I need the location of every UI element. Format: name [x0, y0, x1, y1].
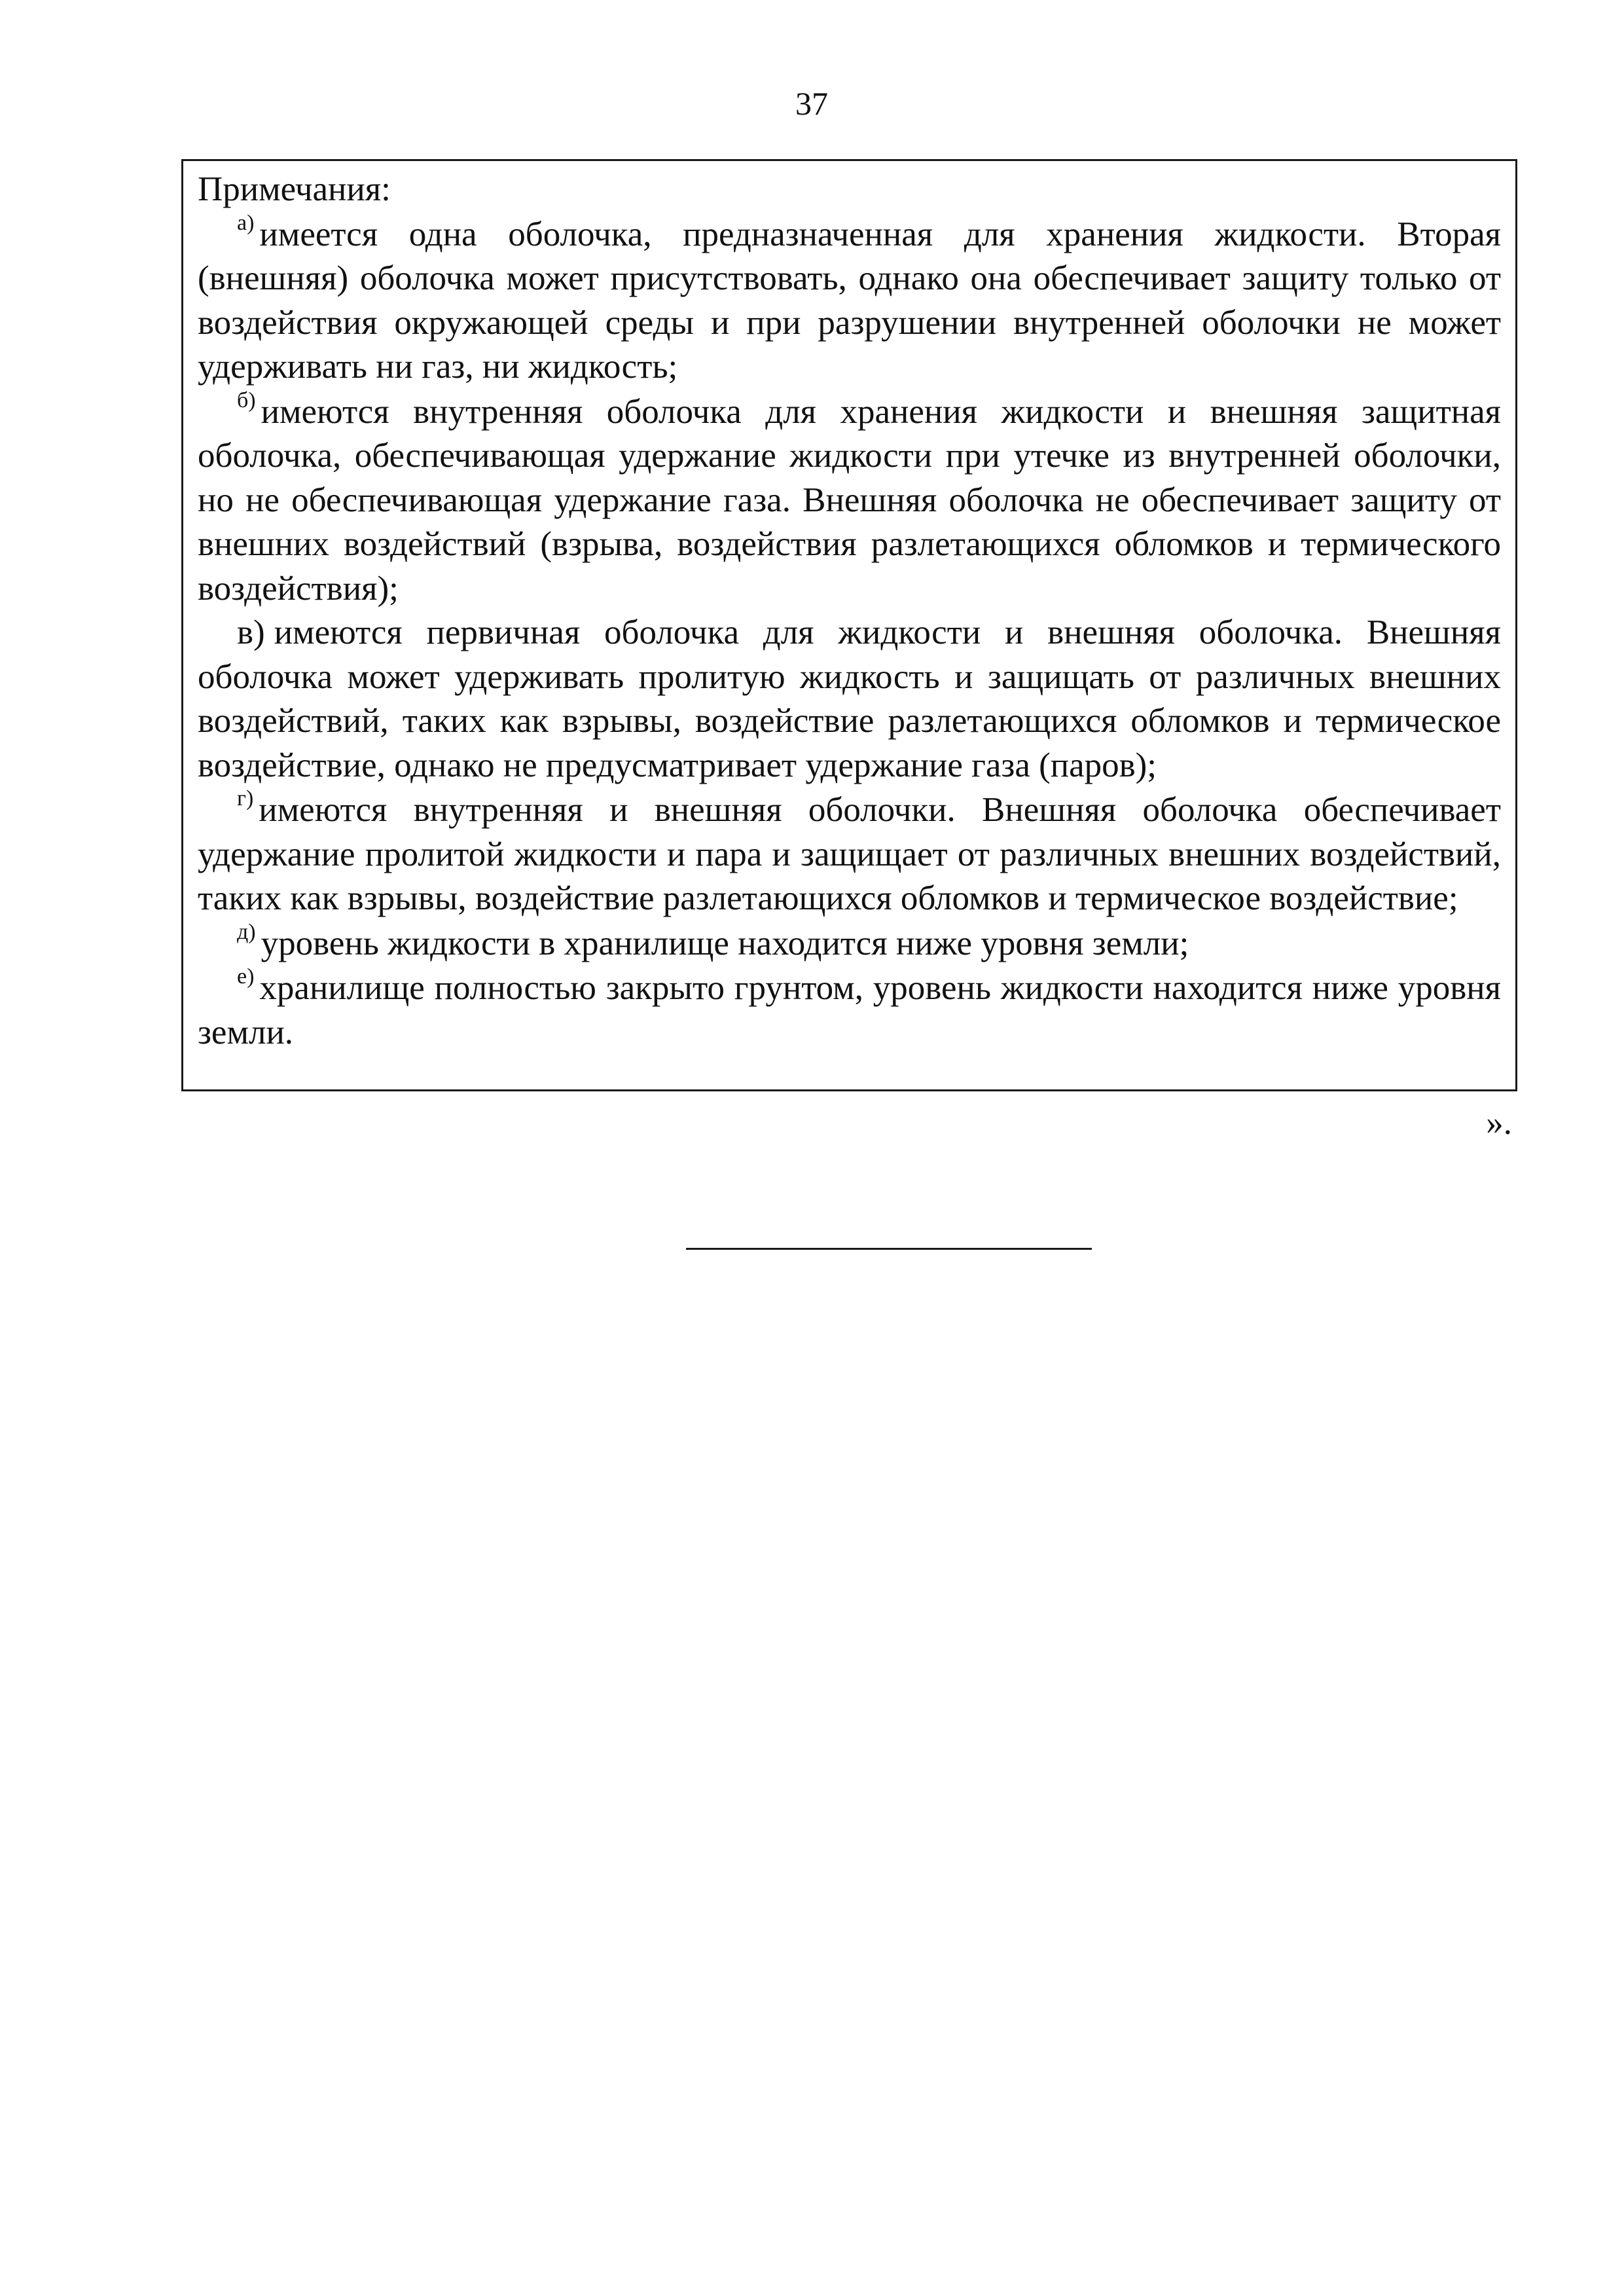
note-a [198, 212, 1501, 390]
notes-box [181, 159, 1517, 1091]
note-b [198, 390, 1501, 611]
note-marker: б) [237, 388, 256, 412]
note-v [198, 611, 1501, 788]
note-text: имеются внутренняя и внешняя оболочки. Внешняя оболочка обеспечивает удержание пролитой жидкости и пара и защищает от различных внешних воздействий, таких как взрывы, воздействие разлетающихся обломков и термическое воздействие; [198, 791, 1501, 917]
note-marker: г) [237, 786, 254, 811]
note-marker: а) [237, 210, 255, 235]
notes-title: Примечания: [198, 170, 391, 208]
note-text: имеется одна оболочка, предназначенная для хранения жидкости. Вторая (внешняя) оболочка может присутствовать, однако она обеспечивает защиту только от воздействия окружающей среды и при разрушении внутренней оболочки не может удерживать ни газ, ни жидкость; [198, 215, 1501, 386]
note-marker: в) [237, 613, 265, 651]
note-text: имеются первичная оболочка для жидкости и внешняя оболочка. Внешняя оболочка может удерживать пролитую жидкость и защищать от различных внешних воздействий, таких как взрывы, воздействие разлетающихся обломков и термическое воздействие, однако не предусматривает удержание газа (паров); [198, 613, 1501, 784]
end-divider [686, 1248, 1092, 1250]
note-g [198, 788, 1501, 921]
note-text: хранилище полностью закрыто грунтом, уровень жидкости находится ниже уровня земли. [198, 969, 1501, 1051]
note-text: уровень жидкости в хранилище находится ниже уровня земли; [261, 924, 1189, 962]
closing-quote: ». [1486, 1104, 1512, 1142]
note-d [198, 921, 1501, 966]
note-e [198, 966, 1501, 1055]
note-text: имеются внутренняя оболочка для хранения жидкости и внешняя защитная оболочка, обеспечивающая удержание жидкости при утечке из внутренней оболочки, но не обеспечивающая удержание газа. Внешняя оболочка не обеспечивает защиту от внешних воздействий (взрыва, воздействия разлетающихся обломков и термического воздействия); [198, 392, 1501, 608]
page-number: 37 [795, 85, 828, 122]
note-marker: е) [237, 964, 255, 989]
note-marker: д) [237, 919, 256, 944]
